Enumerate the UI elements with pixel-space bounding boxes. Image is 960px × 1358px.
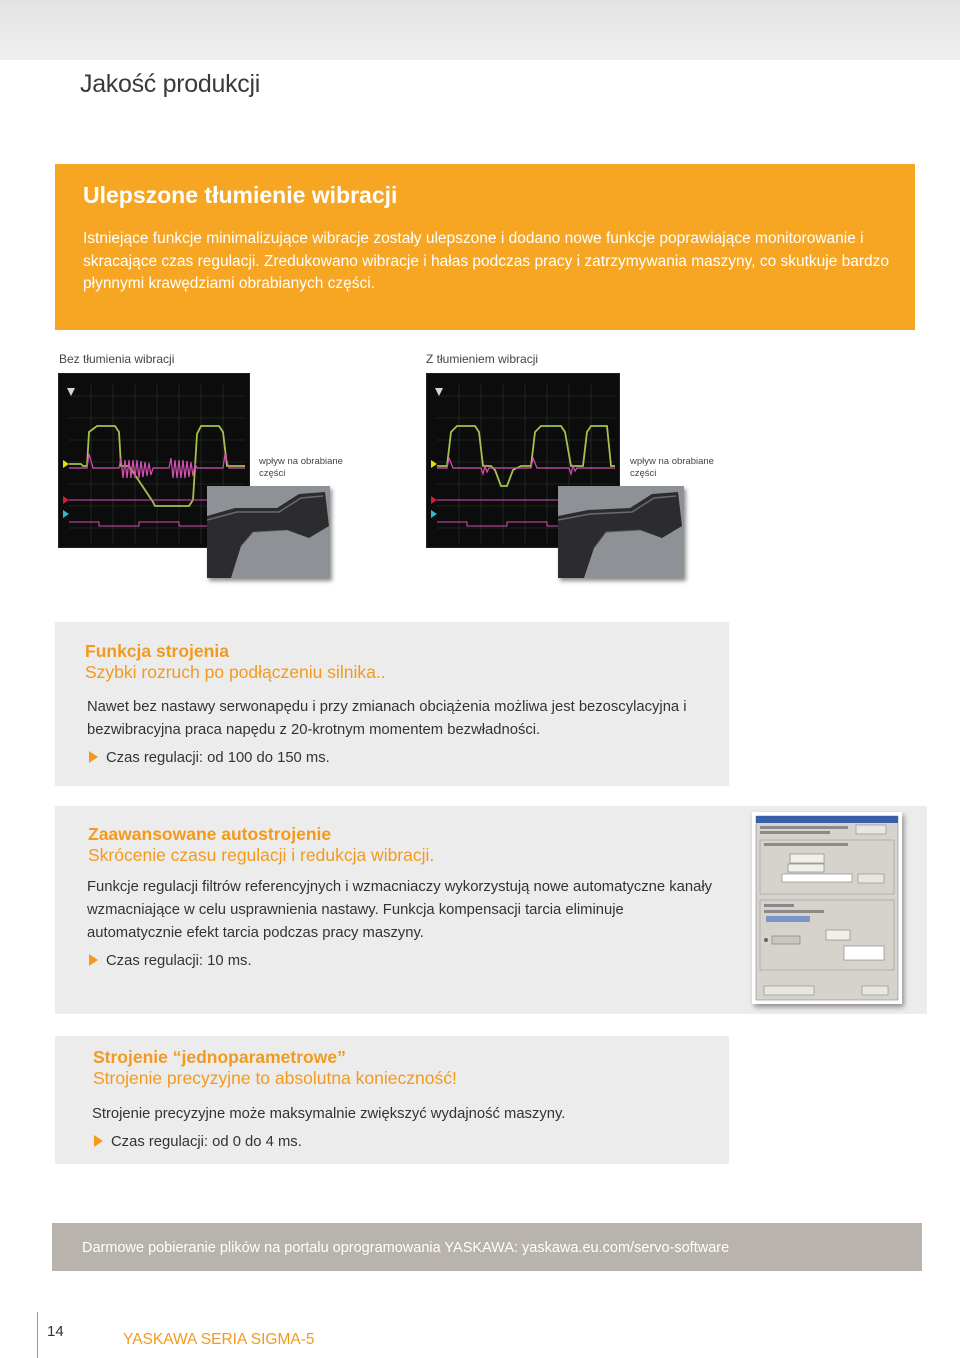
right-oscilloscope-label: Z tłumieniem wibracji xyxy=(426,352,539,366)
tuning-bullet xyxy=(89,750,330,766)
footer-divider xyxy=(37,1312,38,1358)
tuning-heading: Funkcja strojenia xyxy=(85,641,229,661)
vibration-heading: Ulepszone tłumienie wibracji xyxy=(83,182,398,208)
right-workpiece-note: wpływ na obrabiane części xyxy=(630,456,714,479)
left-workpiece-note: wpływ na obrabiane części xyxy=(259,456,343,479)
triangle-right-icon xyxy=(89,954,98,966)
autotuning-bullet xyxy=(89,953,252,969)
triangle-right-icon xyxy=(89,751,98,763)
download-banner-text[interactable]: Darmowe pobieranie plików na portalu oprogramowania YASKAWA: yaskawa.eu.com/servo-software xyxy=(82,1240,730,1256)
software-dialog-image xyxy=(752,812,902,1004)
workpiece-rough-image xyxy=(207,486,330,578)
oneparam-bullet xyxy=(94,1134,302,1150)
autotuning-subheading: Skrócenie czasu regulacji i redukcja wibracji. xyxy=(88,845,435,865)
footer-brand: YASKAWA SERIA SIGMA-5 xyxy=(123,1331,315,1348)
oneparam-text: Strojenie precyzyjne może maksymalnie zwiększyć wydajność maszyny. xyxy=(92,1106,566,1122)
oneparam-bullet-text: Czas regulacji: od 0 do 4 ms. xyxy=(111,1134,302,1150)
autotuning-heading: Zaawansowane autostrojenie xyxy=(88,824,332,844)
left-oscilloscope-label: Bez tłumienia wibracji xyxy=(59,352,175,366)
autotuning-text: Funkcje regulacji filtrów referencyjnych i wzmacniaczy wykorzystują nowe automatyczne kanały wzmacniające w celu usprawnienia nastawy. Funkcja kompensacji tarcia eliminuje automatycznie efekt tarcia podczas pracy maszyny. xyxy=(87,879,713,941)
tuning-text: Nawet bez nastawy serwonapędu i przy zmianach obciążenia możliwa jest bezoscylacyjna i bezwibracyjna praca napędu z 20-krotnym momentem bezwładności. xyxy=(87,699,687,738)
page-number: 14 xyxy=(47,1323,64,1340)
workpiece-photo-smooth xyxy=(558,486,684,578)
oneparam-subheading: Strojenie precyzyjne to absolutna konieczność! xyxy=(93,1068,457,1088)
workpiece-smooth-image xyxy=(558,486,684,578)
vibration-text: Istniejące funkcje minimalizujące wibracje zostały ulepszone i dodano nowe funkcje poprawiające monitorowanie i skracające czas regulacji. Zredukowano wibracje i hałas podczas pracy i zatrzymywania maszyny, co skutkuje bardzo płynnymi krawędziami obrabianych części. xyxy=(83,230,890,292)
autotuning-bullet-text: Czas regulacji: 10 ms. xyxy=(106,953,252,969)
autotuning-dialog-screenshot xyxy=(752,812,902,1004)
workpiece-photo-rough xyxy=(207,486,330,578)
oneparam-heading: Strojenie “jednoparametrowe” xyxy=(93,1047,346,1067)
header-strip xyxy=(0,0,960,60)
triangle-right-icon xyxy=(94,1135,103,1147)
section-title: Jakość produkcji xyxy=(80,70,261,98)
tuning-subheading: Szybki rozruch po podłączeniu silnika.. xyxy=(85,662,386,682)
tuning-bullet-text: Czas regulacji: od 100 do 150 ms. xyxy=(106,750,330,766)
